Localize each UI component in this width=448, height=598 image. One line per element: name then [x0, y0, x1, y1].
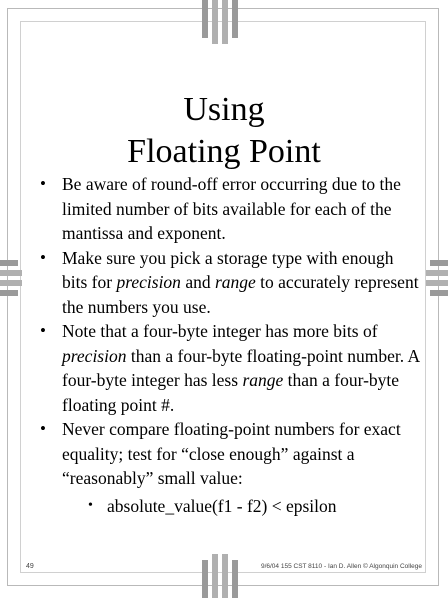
bullet-text: Note that a four-byte integer has more bits of — [62, 321, 378, 341]
bullet-text: than a four-byte floating point #. — [62, 370, 400, 415]
sub-bullet-list — [62, 494, 420, 519]
bullet-icon: • — [40, 321, 46, 340]
bullet-text: and — [180, 272, 215, 292]
italic-term: range — [214, 272, 256, 292]
bullet-list — [40, 172, 420, 518]
sub-bullet-icon: • — [88, 497, 93, 513]
italic-term: range — [242, 370, 284, 390]
bullet-icon: • — [40, 247, 46, 267]
italic-term: precision — [62, 345, 127, 366]
sub-bullet-item — [62, 494, 420, 519]
sub-bullet-text: absolute_value(f1 - f2) < epsilon — [107, 495, 337, 516]
slide-title — [0, 89, 448, 173]
bullet-text: Never compare floating-point numbers for exact equality; test for “close enough” against a “reasonably” small value: — [62, 419, 401, 488]
bullet-icon: • — [40, 174, 46, 193]
bullet-icon: • — [40, 419, 46, 438]
right-decoration — [426, 258, 448, 298]
bullet-item — [40, 172, 420, 246]
italic-term: precision — [116, 272, 181, 292]
bullet-text: Make sure you pick a storage type with enough bits for — [62, 247, 394, 292]
bullet-item — [40, 319, 420, 417]
footer-credit: 9/6/04 155 CST 8110 - Ian D. Allen © Algonquin College — [260, 563, 422, 570]
bullet-text: to accurately represent the numbers you use. — [62, 272, 419, 317]
page-number: 49 — [26, 563, 34, 570]
left-decoration — [0, 258, 22, 298]
bottom-decoration — [200, 552, 240, 598]
bullet-text: Be aware of round-off error occurring due to the limited number of bits available for each of the mantissa and exponent. — [62, 174, 401, 243]
bullet-item — [40, 246, 420, 320]
bullet-text: than a four-byte floating-point number. A four-byte integer has less — [62, 345, 420, 390]
bullet-item — [40, 417, 420, 518]
title-line-2: Floating Point — [127, 132, 321, 170]
title-line-1: Using — [183, 90, 265, 128]
top-decoration — [200, 0, 240, 48]
